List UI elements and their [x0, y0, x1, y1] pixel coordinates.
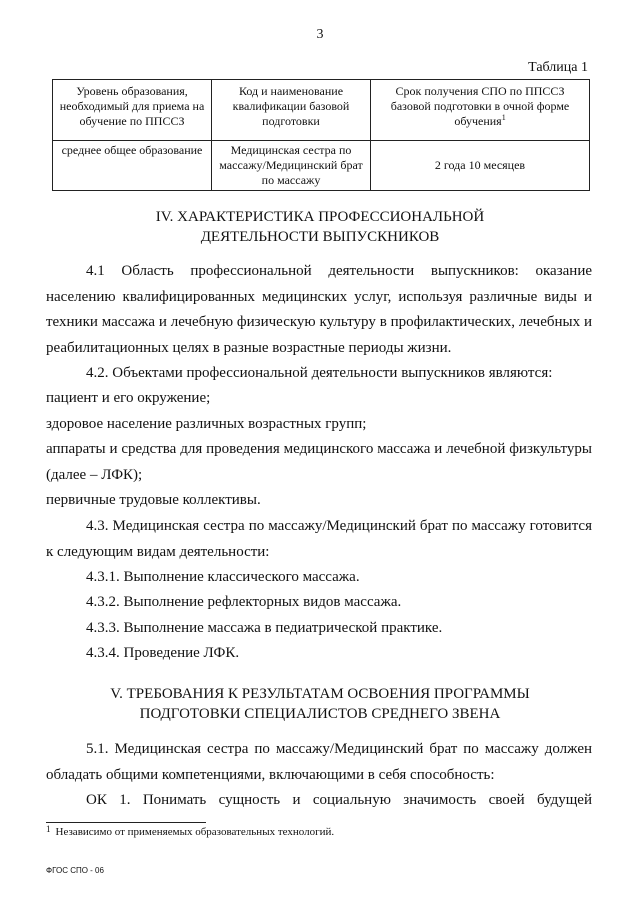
object-item: здоровое население различных возрастных групп;	[46, 416, 367, 432]
section-4-heading: IV. ХАРАКТЕРИСТИКА ПРОФЕССИОНАЛЬНОЙ ДЕЯТЕЛЬНОСТИ ВЫПУСКНИКОВ	[155, 209, 485, 245]
object-item: аппараты и средства для проведения медицинского массажа и лечебной физкультуры (далее – ЛФК);	[46, 441, 592, 483]
document-code: ФГОС СПО - 06	[46, 866, 104, 875]
paragraph-5-1: 5.1. Медицинская сестра по массажу/Медицинский брат по массажу должен обладать общими компетенциями, включающими в себя способность:	[46, 741, 592, 783]
footnote-reference: 1	[501, 113, 506, 122]
activity-item: 4.3.1. Выполнение классического массажа.	[86, 569, 360, 585]
table-header-row	[53, 80, 590, 141]
table-cell: 2 года 10 месяцев	[371, 141, 590, 191]
table-header-cell: Уровень образования, необходимый для приема на обучение по ППССЗ	[53, 80, 212, 141]
page-number: 3	[316, 27, 324, 42]
paragraph-4-3: 4.3. Медицинская сестра по массажу/Медицинский брат по массажу готовится к следующим видам деятельности:	[46, 518, 592, 560]
table-row	[53, 141, 590, 191]
object-item: первичные трудовые коллективы.	[46, 492, 261, 508]
table-cell: Медицинская сестра по массажу/Медицинский брат по массажу	[212, 141, 371, 191]
table-header-cell: Код и наименование квалификации базовой подготовки	[212, 80, 371, 141]
paragraph-4-2: 4.2. Объектами профессиональной деятельности выпускников являются:	[86, 365, 553, 381]
activity-item: 4.3.4. Проведение ЛФК.	[86, 645, 240, 661]
footnote-text: Независимо от применяемых образовательных технологий.	[55, 826, 335, 838]
qualification-table	[52, 79, 590, 191]
competence-ok1: ОК 1. Понимать сущность и социальную значимость своей будущей	[86, 792, 592, 808]
activity-item: 4.3.3. Выполнение массажа в педиатрической практике.	[86, 620, 443, 636]
footnote	[46, 826, 334, 838]
object-item: пациент и его окружение;	[46, 390, 211, 406]
table-header-cell: Срок получения СПО по ППССЗ базовой подготовки в очной форме обучения$^1$	[371, 80, 590, 141]
activity-item: 4.3.2. Выполнение рефлекторных видов массажа.	[86, 594, 402, 610]
table-label: Таблица 1	[528, 60, 588, 75]
footnote-divider	[46, 822, 206, 823]
footnote-mark: 1	[46, 824, 51, 834]
table-cell: среднее общее образование	[53, 141, 212, 191]
paragraph-4-1: 4.1 Область профессиональной деятельности выпускников: оказание населению квалифицированных медицинских услуг, используя различные виды и техники массажа и лечебную физическую культуру в профилактических, лечебных и реабилитационных целях в разные возрастные периоды жизни.	[46, 263, 592, 356]
section-5-heading: V. ТРЕБОВАНИЯ К РЕЗУЛЬТАТАМ ОСВОЕНИЯ ПРОГРАММЫ ПОДГОТОВКИ СПЕЦИАЛИСТОВ СРЕДНЕГО ЗВЕНА	[110, 686, 530, 722]
